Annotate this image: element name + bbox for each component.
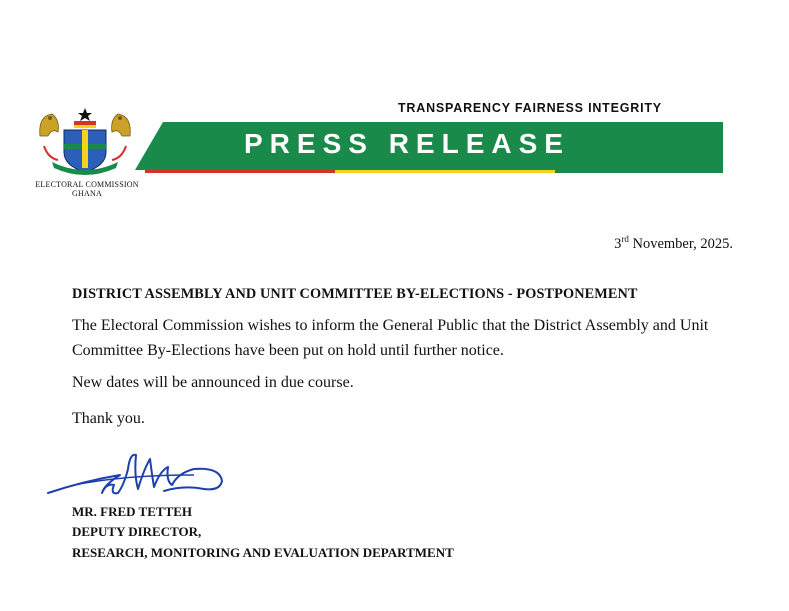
stripe-yellow: [335, 170, 555, 173]
release-date: [614, 234, 733, 253]
release-headline: DISTRICT ASSEMBLY AND UNIT COMMITTEE BY-ELECTIONS - POSTPONEMENT: [72, 286, 638, 302]
body-paragraph-thanks: Thank you.: [72, 410, 145, 427]
banner-title: PRESS RELEASE: [244, 128, 570, 159]
date-day: 3: [614, 235, 622, 252]
body-paragraph-announcement: The Electoral Commission wishes to inform the General Public that the District Assembly and Unit Committee By-Elections have been put on hold until further notice.: [72, 317, 709, 359]
banner-notch: [135, 122, 163, 170]
handwritten-signature-icon: [44, 445, 234, 505]
date-suffix: rd: [621, 234, 629, 244]
signatory-department: RESEARCH, MONITORING AND EVALUATION DEPARTMENT: [72, 545, 454, 560]
body-paragraph-new-dates: New dates will be announced in due course.: [72, 374, 354, 391]
organization-name: [22, 180, 152, 198]
organization-label: ELECTORAL COMMISSION: [35, 180, 139, 189]
coat-of-arms-icon: [30, 106, 140, 176]
signatory-name: MR. FRED TETTEH: [72, 504, 193, 519]
signatory-title: DEPUTY DIRECTOR,: [72, 524, 202, 539]
stripe-red: [145, 170, 335, 173]
motto: TRANSPARENCY FAIRNESS INTEGRITY: [398, 101, 662, 115]
stripe-green: [555, 170, 723, 173]
date-rest: November, 2025.: [628, 235, 733, 252]
country-label: GHANA: [72, 189, 102, 198]
